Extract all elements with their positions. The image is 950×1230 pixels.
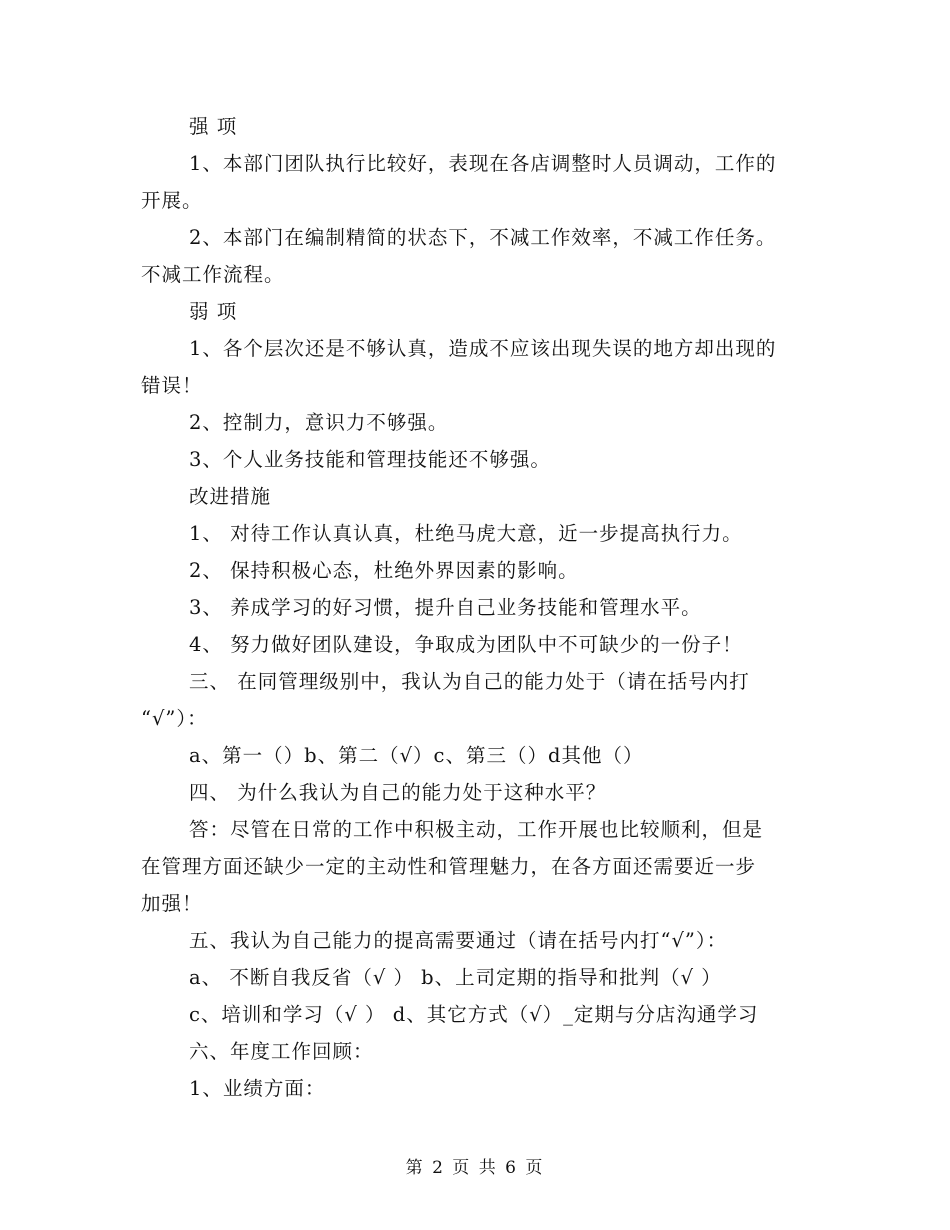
text-line: 五、我认为自己能力的提高需要通过（请在括号内打“√”）： bbox=[189, 929, 728, 952]
text-line: 强 项 bbox=[189, 115, 238, 138]
text-line: 在管理方面还缺少一定的主动性和管理魅力，在各方面还需要近一步 bbox=[141, 855, 757, 878]
text-line: “√”）： bbox=[141, 707, 208, 730]
text-line: 答：尽管在日常的工作中积极主动，工作开展也比较顺利，但是 bbox=[189, 818, 764, 841]
text-line: 加强！ bbox=[141, 892, 203, 915]
text-line: 弱 项 bbox=[189, 300, 238, 323]
text-line: 不减工作流程。 bbox=[141, 263, 285, 286]
text-line: 2、控制力，意识力不够强。 bbox=[189, 411, 449, 434]
text-line: 2、 保持积极心态，杜绝外界因素的影响。 bbox=[189, 559, 579, 582]
text-line: 三、 在同管理级别中，我认为自己的能力处于（请在括号内打 bbox=[189, 670, 750, 693]
text-line: 4、 努力做好团队建设，争取成为团队中不可缺少的一份子！ bbox=[189, 633, 743, 656]
text-line: c、培训和学习（√ ） d、其它方式（√）_定期与分店沟通学习 bbox=[189, 1003, 759, 1026]
document-body bbox=[141, 108, 811, 1107]
text-line: 1、本部门团队执行比较好，表现在各店调整时人员调动，工作的 bbox=[189, 152, 777, 175]
text-line: 错误！ bbox=[141, 374, 203, 397]
text-line: a、第一（）b、第二（√）c、第三（）d其他（） bbox=[189, 744, 644, 767]
text-line: 开展。 bbox=[141, 189, 203, 212]
text-line: 六、年度工作回顾： bbox=[189, 1040, 374, 1063]
text-line: 1、各个层次还是不够认真，造成不应该出现失误的地方却出现的 bbox=[189, 337, 777, 360]
text-line: 2、本部门在编制精简的状态下，不减工作效率，不减工作任务。 bbox=[189, 226, 777, 249]
text-line: 四、 为什么我认为自己的能力处于这种水平？ bbox=[189, 781, 607, 804]
page-footer: 第 2 页 共 6 页 bbox=[405, 1158, 545, 1178]
text-line: 1、 对待工作认真认真，杜绝马虎大意，近一步提高执行力。 bbox=[189, 522, 743, 545]
text-line: 3、个人业务技能和管理技能还不够强。 bbox=[189, 448, 551, 471]
text-line: 改进措施 bbox=[189, 485, 272, 508]
text-line: 1、业绩方面： bbox=[189, 1077, 326, 1100]
text-line: a、 不断自我反省（√ ） b、上司定期的指导和批判（√ ） bbox=[189, 966, 722, 989]
text-line: 3、 养成学习的好习惯，提升自己业务技能和管理水平。 bbox=[189, 596, 702, 619]
